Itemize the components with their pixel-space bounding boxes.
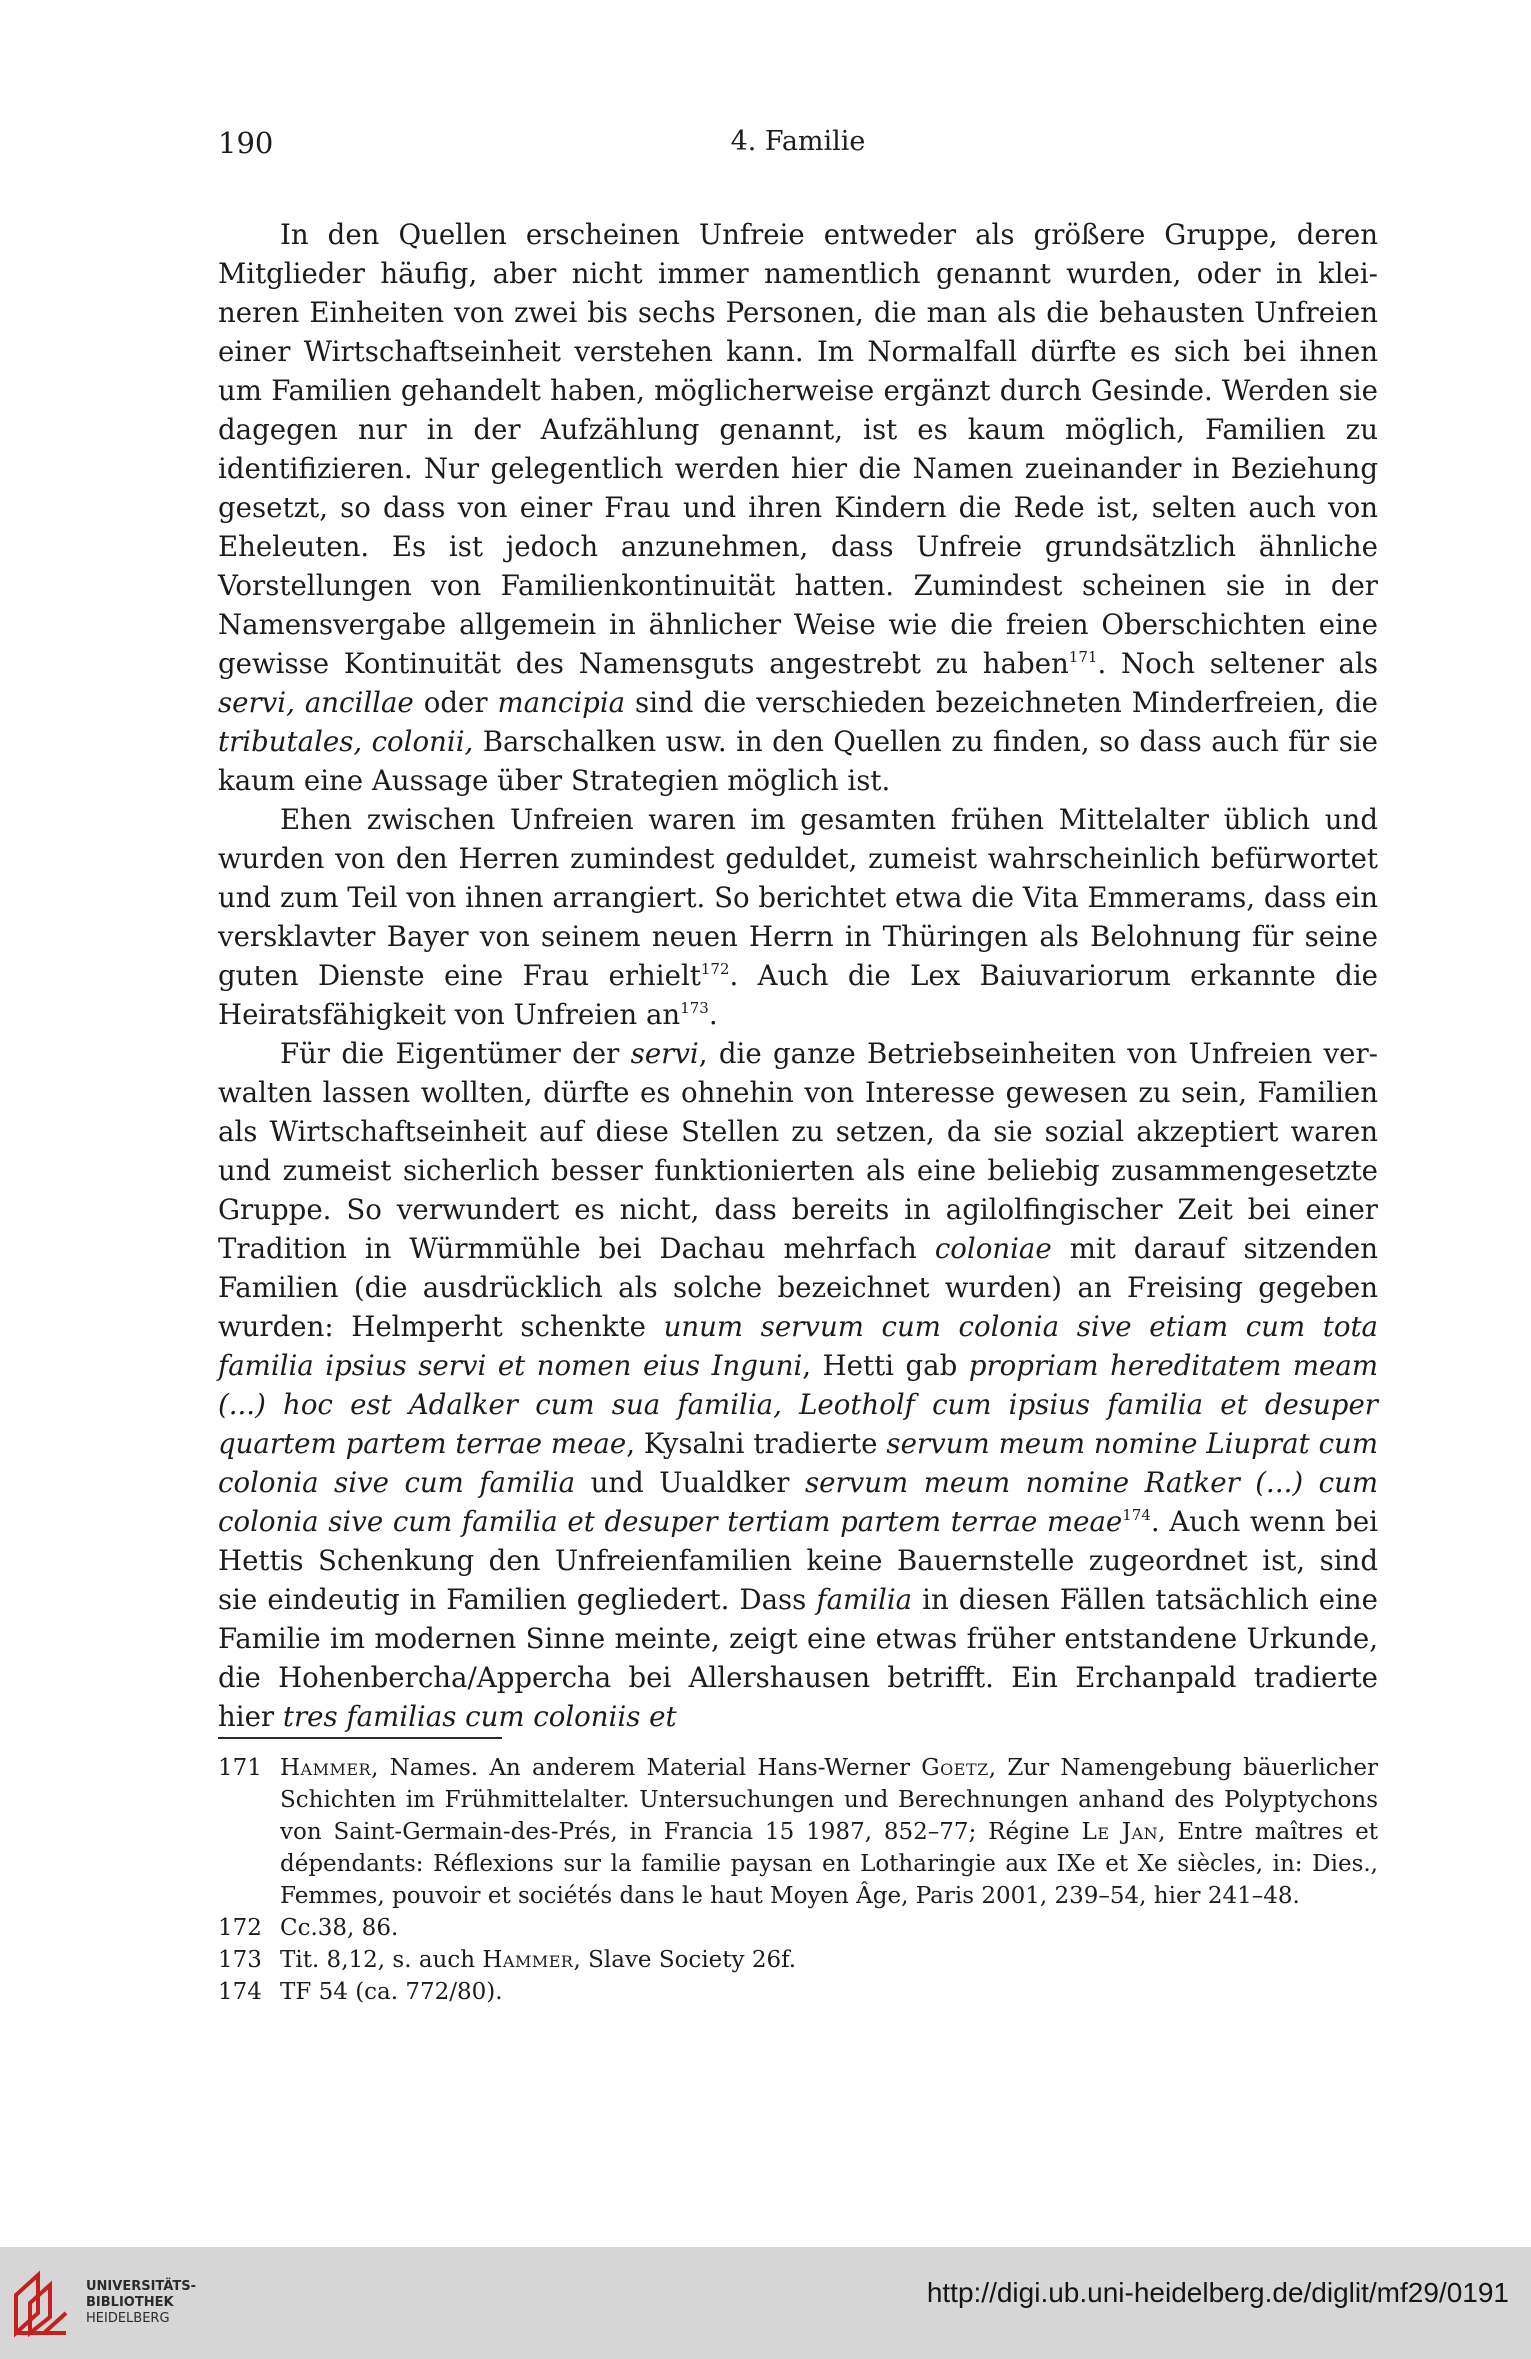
- paragraph: [218, 215, 1378, 800]
- author-name: Goetz: [921, 1755, 989, 1781]
- author-name: Le Jan: [1081, 1819, 1159, 1845]
- footnote: [218, 1944, 1378, 1976]
- footnote-reference: 171: [1068, 648, 1098, 666]
- page-number: 190: [218, 126, 274, 160]
- page-header: [218, 126, 1378, 166]
- footnotes: [218, 1752, 1378, 2008]
- text-run: Barschalken usw. in den Quellen zu finden, so dass auch für sie kaum eine Aussage über Strategien möglich ist.: [218, 725, 1379, 797]
- logo-line: UNIVERSITÄTS-: [86, 2279, 196, 2294]
- italic-latin-text: servum meum nomine Liuprat cum colonia sive cum familia: [218, 1427, 1378, 1499]
- italic-latin-text: tres familias cum coloniis et: [282, 1700, 677, 1733]
- italic-latin-text: servi, ancillae: [218, 686, 414, 719]
- library-logo[interactable]: [10, 2267, 194, 2341]
- footnote-text: [280, 1944, 1378, 1976]
- text-run: oder: [413, 686, 498, 719]
- italic-latin-text: servum meum nomine Ratker (...) cum colonia sive cum familia et desuper tertiam partem terrae meae: [218, 1466, 1379, 1538]
- footnote-reference: 174: [1122, 1506, 1151, 1524]
- viewer-footer-bar: [0, 2247, 1531, 2359]
- text-run: Für die Eigentümer der: [280, 1037, 631, 1070]
- author-name: Hammer: [482, 1947, 574, 1973]
- footnote-text: [280, 1976, 1378, 2008]
- text-run: und Uualdker: [575, 1466, 805, 1499]
- footnote-number: 172: [218, 1915, 262, 1941]
- italic-latin-text: mancipia: [497, 686, 626, 719]
- italic-latin-text: tributales, colonii,: [218, 725, 474, 758]
- logo-line: HEIDELBERG: [86, 2311, 170, 2326]
- footnote-number: 171: [218, 1755, 262, 1781]
- text-run: . Auch wenn bei Hettis Schenkung den Unfreienfamilien keine Bauernstelle zugeordnet ist, sind sie eindeutig in Familien gegliedert. Dass: [218, 1505, 1378, 1616]
- italic-latin-text: coloniae: [934, 1232, 1052, 1265]
- text-run: .: [708, 998, 718, 1031]
- main-text: [218, 215, 1378, 1736]
- library-logo-icon: [10, 2267, 78, 2341]
- footnote-reference: 173: [680, 999, 709, 1017]
- italic-latin-text: servi: [630, 1037, 699, 1070]
- text-run: , Kysalni tradierte: [626, 1427, 887, 1460]
- text-run: Tit. 8,12, s. auch: [280, 1947, 483, 1973]
- text-run: Ehen zwischen Unfreien waren im gesamten frühen Mittelalter üblich und wurden von den Herren zumindest geduldet, zumeist wahrscheinlich befürwortet und zum Teil von ihnen arrangiert. So berichtet etwa die Vita Emmerams, dass ein versklavter Bayer von seinem neuen Herrn in Thüringen als Belohnung für seine guten Dienste eine Frau erhielt: [218, 803, 1378, 992]
- footnote-text: [280, 1912, 1378, 1944]
- library-logo-text: [86, 2279, 196, 2327]
- footnote: [218, 1912, 1378, 1944]
- text-run: TF 54 (ca. 772/80).: [280, 1979, 503, 2005]
- footnote: [218, 1752, 1378, 1912]
- text-run: , Slave Society 26f.: [573, 1947, 797, 1973]
- footnote: [218, 1976, 1378, 2008]
- text-run: In den Quellen erscheinen Unfreie entweder als größere Gruppe, deren Mitglieder häufig, aber nicht immer namentlich genannt wurden, oder in kleineren Einheiten von zwei bis sechs Personen, die man als die behausten Unfreien einer Wirtschaftseinheit verstehen kann. Im Normalfall dürfte es sich bei ihnen um Familien gehandelt haben, möglicherweise ergänzt durch Gesinde. Werden sie dagegen nur in der Aufzählung genannt, ist es kaum möglich, Familien zu identifizieren. Nur gelegentlich werden hier die Namen zueinander in Beziehung gesetzt, so dass von einer Frau und ihren Kindern die Rede ist, selten auch von Eheleuten. Es ist jedoch anzunehmen, dass Unfreie grundsätzlich ähnliche Vorstellungen von Familienkontinuität hatten. Zumindest scheinen sie in der Namensvergabe allgemein in ähnlicher Weise wie die freien Oberschichten eine gewisse Kontinuität des Namensguts angestrebt zu haben: [218, 218, 1378, 680]
- text-run: , Names. An anderem Material Hans-Werner: [371, 1755, 922, 1781]
- text-run: . Auch die Lex Baiuvariorum erkannte die Heiratsfähigkeit von Unfreien an: [218, 959, 1378, 1031]
- text-run: mit darauf sitzenden Familien (die ausdrücklich als solche bezeichnet wurden) an Freising gegeben wurden: Helmperht schenkte: [218, 1232, 1378, 1343]
- text-run: , Zur Namengebung bäuerlicher Schichten im Frühmittelalter. Untersuchungen und Berechnungen anhand des Polyptychons von Saint-Germain-des-Prés, in Francia 15 1987, 852–77; Régine: [280, 1755, 1378, 1845]
- footnote-number: 173: [218, 1947, 262, 1973]
- footnote-divider: [218, 1737, 502, 1739]
- permalink-url[interactable]: http://digi.ub.uni-heidelberg.de/diglit/mf29/0191: [926, 2277, 1509, 2308]
- running-title: 4. Familie: [730, 126, 866, 157]
- text-run: in diesen Fällen tatsächlich eine Familie im modernen Sinne meinte, zeigt eine etwas früher entstandene Urkunde, die Hohenbercha/Appercha bei Allershausen betrifft. Ein Erchanpald tradierte hier: [218, 1583, 1379, 1733]
- text-run: , die ganze Betriebseinheiten von Unfreien verwalten lassen wollten, dürfte es ohnehin von Interesse gewesen zu sein, Familien als Wirtschaftseinheit auf diese Stellen zu setzen, da sie sozial akzeptiert waren und zumeist sicherlich besser funktionierten als eine beliebig zusammengesetzte Gruppe. So verwundert es nicht, dass bereits in agilolfingischer Zeit bei einer Tradition in Würmmühle bei Dachau mehrfach: [218, 1037, 1378, 1265]
- paragraph: [218, 800, 1378, 1034]
- author-name: Hammer: [280, 1755, 372, 1781]
- italic-latin-text: familia: [816, 1583, 913, 1616]
- text-run: sind die verschieden bezeichneten Minderfreien, die: [625, 686, 1378, 719]
- italic-latin-text: propriam hereditatem meam (...) hoc est Adalker cum sua familia, Leotholf cum ipsius familia et desuper quartem partem terrae meae: [218, 1349, 1378, 1460]
- text-run: . Noch seltener als: [1097, 647, 1378, 680]
- footnote-reference: 172: [700, 960, 730, 978]
- text-run: , Hetti gab: [802, 1349, 969, 1382]
- text-run: Cc.38, 86.: [280, 1915, 399, 1941]
- footnote-text: [280, 1752, 1378, 1912]
- paragraph: [218, 1034, 1378, 1736]
- logo-line: BIBLIOTHEK: [86, 2295, 174, 2310]
- footnote-number: 174: [218, 1979, 262, 2005]
- text-run: , Entre maîtres et dépendants: Réflexions sur la familie paysan en Lotharingie aux IXe et Xe siècles, in: Dies., Femmes, pouvoir et sociétés dans le haut Moyen Âge, Paris 2001, 239–54, hier 241–48.: [280, 1819, 1378, 1909]
- italic-latin-text: unum servum cum colonia sive etiam cum tota familia ipsius servi et nomen eius Inguni: [218, 1310, 1378, 1382]
